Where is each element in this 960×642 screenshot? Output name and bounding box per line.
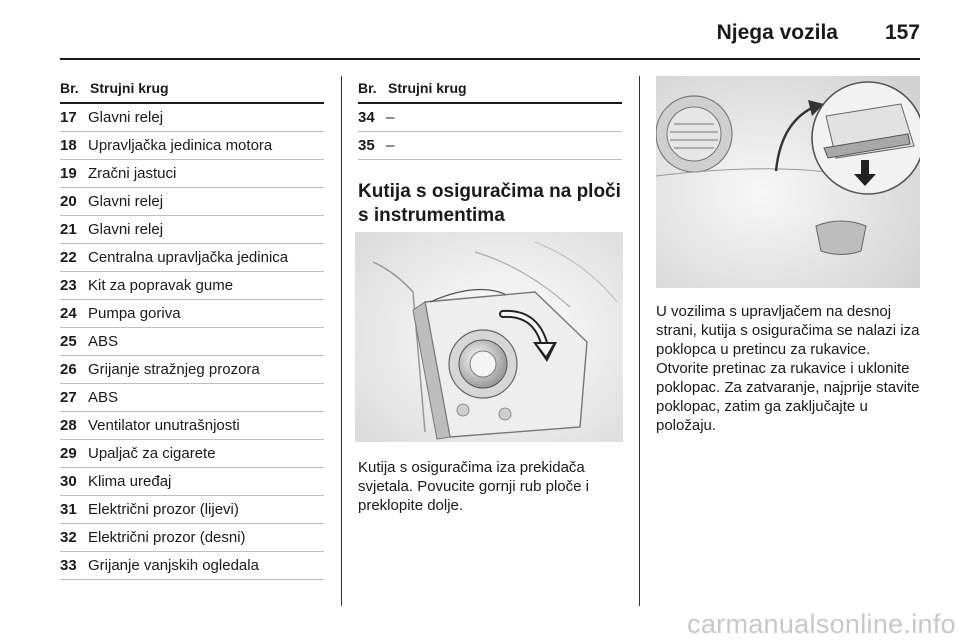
col-header-number: Br. xyxy=(60,80,79,96)
fuse-number: 28 xyxy=(60,417,77,434)
fuse-table-left xyxy=(60,80,324,580)
table-row xyxy=(60,188,324,216)
table-row xyxy=(60,384,324,412)
circuit-label: Grijanje vanjskih ogledala xyxy=(88,557,259,574)
caption-glovebox: U vozilima s upravljačem na desnoj strani, kutija s osiguračima se nalazi iza poklopca u pretincu za rukavice. Otvorite pretinac za rukavice i uklonite poklopac. Za zatvaranje, najprije stavite poklopac, zatim ga zaključajte u položaju. xyxy=(656,303,920,434)
table-row xyxy=(60,328,324,356)
table-row xyxy=(60,496,324,524)
fuse-number: 22 xyxy=(60,249,77,266)
table-row xyxy=(60,300,324,328)
table-row xyxy=(60,160,324,188)
circuit-label: Ventilator unutrašnjosti xyxy=(88,417,240,434)
fuse-number: 24 xyxy=(60,305,77,322)
col-header-circuit: Strujni krug xyxy=(90,80,169,96)
fuse-number: 34 xyxy=(358,109,375,126)
page-header xyxy=(60,14,920,60)
fuse-number: 31 xyxy=(60,501,77,518)
table-row xyxy=(60,132,324,160)
fuse-number: 26 xyxy=(60,361,77,378)
circuit-label: Glavni relej xyxy=(88,221,164,238)
table-row xyxy=(60,216,324,244)
table-row xyxy=(60,468,324,496)
table-row xyxy=(60,524,324,552)
circuit-label: Pumpa goriva xyxy=(88,305,181,322)
table-header xyxy=(358,80,622,104)
circuit-label: – xyxy=(386,137,395,154)
table-row xyxy=(60,440,324,468)
circuit-label: – xyxy=(386,109,395,126)
fuse-number: 19 xyxy=(60,165,77,182)
fuse-number: 23 xyxy=(60,277,77,294)
glovebox-cover-drawing xyxy=(656,76,920,288)
table-row xyxy=(358,104,622,132)
table-row xyxy=(60,244,324,272)
circuit-label: ABS xyxy=(88,389,119,406)
page-number: 157 xyxy=(884,21,920,44)
illustration-glovebox-cover xyxy=(656,76,920,288)
circuit-label: Upravljačka jedinica motora xyxy=(88,137,273,154)
header-title: Njega vozila xyxy=(716,21,838,44)
fuse-number: 21 xyxy=(60,221,77,238)
table-row xyxy=(60,104,324,132)
table-row xyxy=(60,552,324,580)
section-title: Kutija s osiguračima na ploči s instrumentima xyxy=(358,181,621,226)
circuit-label: Kit za popravak gume xyxy=(88,277,234,294)
circuit-label: Centralna upravljačka jedinica xyxy=(88,249,289,266)
table-row xyxy=(358,132,622,160)
circuit-label: Klima uređaj xyxy=(88,473,172,490)
fuse-number: 35 xyxy=(358,137,375,154)
column-divider-1 xyxy=(341,76,342,606)
table-row xyxy=(60,272,324,300)
table-header xyxy=(60,80,324,104)
fuse-number: 18 xyxy=(60,137,77,154)
fuse-table-middle xyxy=(358,80,622,160)
caption-light-switch: Kutija s osiguračima iza prekidača svjetala. Povucite gornji rub ploče i preklopite dolje. xyxy=(358,459,589,514)
fuse-number: 27 xyxy=(60,389,77,406)
col-header-number: Br. xyxy=(358,80,377,96)
light-switch-panel-drawing xyxy=(355,232,623,442)
col-header-circuit: Strujni krug xyxy=(388,80,467,96)
fuse-number: 29 xyxy=(60,445,77,462)
circuit-label: Glavni relej xyxy=(88,193,164,210)
circuit-label: Glavni relej xyxy=(88,109,164,126)
table-row xyxy=(60,356,324,384)
circuit-label: Grijanje stražnjeg prozora xyxy=(88,361,260,378)
circuit-label: Upaljač za cigarete xyxy=(88,445,216,462)
fuse-number: 17 xyxy=(60,109,77,126)
circuit-label: Zračni jastuci xyxy=(88,165,177,182)
circuit-label: Električni prozor (lijevi) xyxy=(88,501,239,518)
fuse-number: 25 xyxy=(60,333,77,350)
fuse-number: 32 xyxy=(60,529,77,546)
watermark: carmanualsonline.info xyxy=(687,609,956,639)
fuse-number: 20 xyxy=(60,193,77,210)
circuit-label: Električni prozor (desni) xyxy=(88,529,246,546)
fuse-number: 33 xyxy=(60,557,77,574)
column-divider-2 xyxy=(639,76,640,606)
illustration-light-switch-panel xyxy=(355,232,623,442)
fuse-number: 30 xyxy=(60,473,77,490)
circuit-label: ABS xyxy=(88,333,119,350)
table-row xyxy=(60,412,324,440)
